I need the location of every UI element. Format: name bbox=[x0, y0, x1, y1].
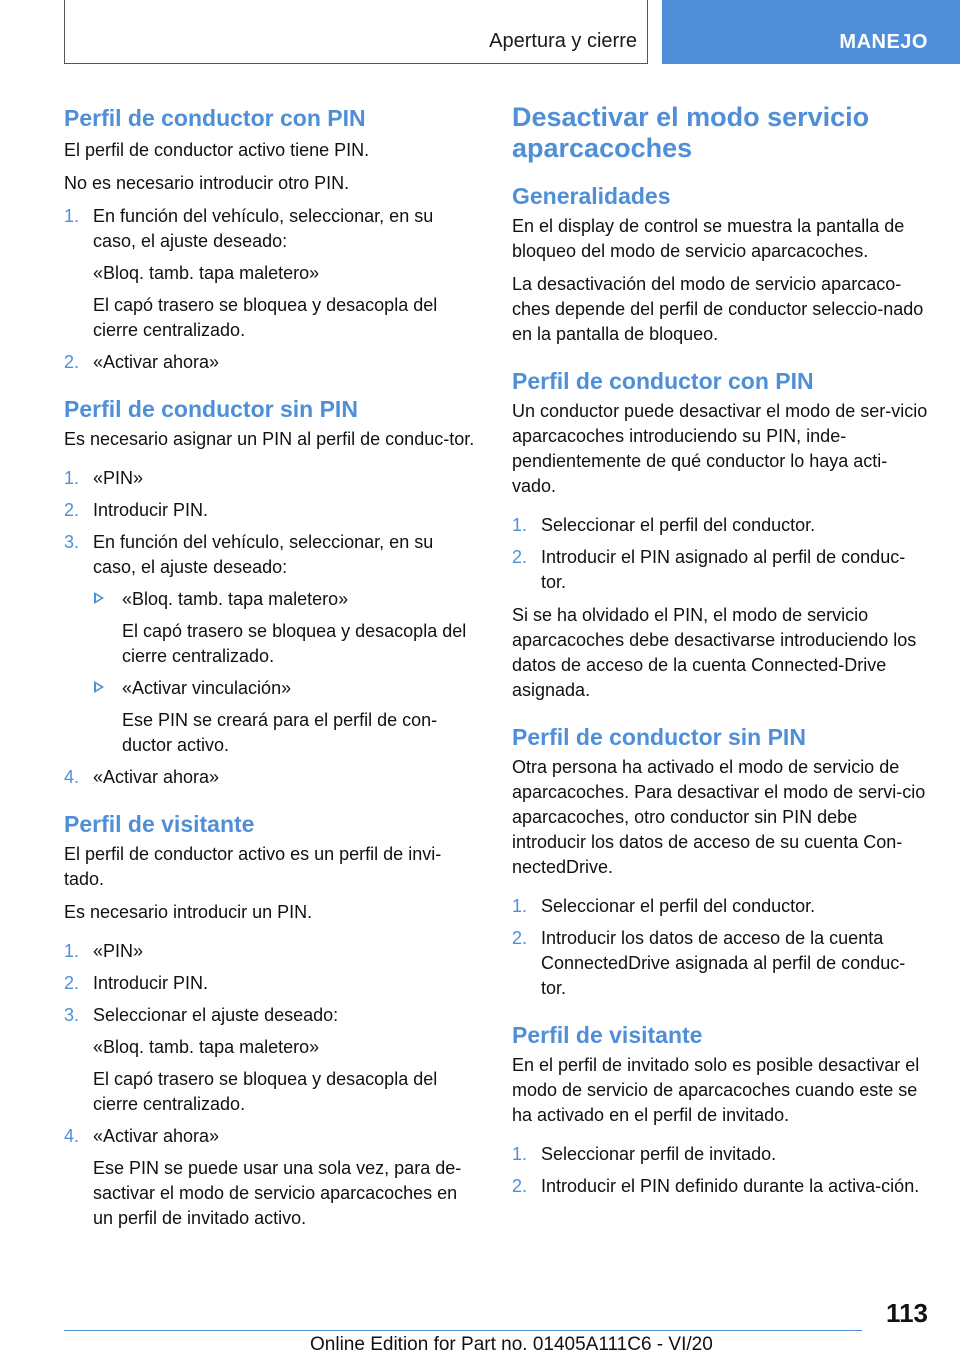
sub-item-description: Ese PIN se creará para el perfil de con-ductor activo. bbox=[122, 710, 438, 755]
step-text: «PIN» bbox=[93, 468, 144, 488]
list-item bbox=[512, 513, 928, 538]
step-number: 4. bbox=[64, 767, 80, 787]
paragraph: En el perfil de invitado solo es posible desactivar el modo de servicio de aparcacoches cuando este se ha activado en el perfil de invitado. bbox=[512, 1055, 920, 1125]
step-text: Introducir los datos de acceso de la cuenta ConnectedDrive asignada al perfil de conduc-tor. bbox=[541, 928, 906, 998]
section-title: Generalidades bbox=[512, 183, 671, 209]
step-text: Introducir el PIN definido durante la activa-ción. bbox=[541, 1176, 920, 1196]
step-description: El capó trasero se bloquea y desacopla del cierre centralizado. bbox=[93, 1069, 438, 1114]
step-text: «Activar ahora» bbox=[93, 1126, 220, 1146]
footer-divider bbox=[64, 1330, 862, 1331]
list-item bbox=[64, 466, 478, 491]
paragraph: Es necesario asignar un PIN al perfil de conduc-tor. bbox=[64, 429, 475, 449]
section-title: Perfil de conductor con PIN bbox=[64, 105, 366, 131]
paragraph: Es necesario introducir un PIN. bbox=[64, 902, 313, 922]
step-list bbox=[64, 939, 478, 1231]
step-option: «Bloq. tamb. tapa maletero» bbox=[93, 263, 320, 283]
paragraph: Si se ha olvidado el PIN, el modo de servicio aparcacoches debe desactivarse introduciendo los datos de acceso de la cuenta Connected-Drive asignada. bbox=[512, 605, 917, 700]
list-item bbox=[64, 204, 478, 343]
list-item bbox=[64, 530, 478, 758]
list-item bbox=[512, 926, 928, 1001]
step-text: En función del vehículo, seleccionar, en su caso, el ajuste deseado: bbox=[93, 206, 434, 251]
chapter-heading: Desactivar el modo servicio aparcacoches bbox=[512, 102, 870, 163]
list-item bbox=[64, 1124, 478, 1231]
header-chapter-title: MANEJO bbox=[839, 31, 928, 53]
sub-list bbox=[93, 587, 478, 758]
list-item bbox=[512, 1174, 928, 1199]
step-number: 2. bbox=[64, 352, 80, 372]
step-number: 1. bbox=[512, 896, 528, 916]
step-text: En función del vehículo, seleccionar, en su caso, el ajuste deseado: bbox=[93, 532, 434, 577]
step-description: Ese PIN se puede usar una sola vez, para de-sactivar el modo de servicio aparcacoches en un perfil de invitado activo. bbox=[93, 1158, 462, 1228]
paragraph: El perfil de conductor activo es un perfil de invi-tado. bbox=[64, 844, 442, 889]
step-text: Seleccionar el perfil del conductor. bbox=[541, 515, 816, 535]
step-text: Introducir el PIN asignado al perfil de conduc-tor. bbox=[541, 547, 906, 592]
step-text: Seleccionar perfil de invitado. bbox=[541, 1144, 777, 1164]
paragraph: Un conductor puede desactivar el modo de ser-vicio aparcacoches introduciendo su PIN, inde-pendientemente de qué conductor lo haya acti-vado. bbox=[512, 401, 928, 496]
sub-item-text: «Bloq. tamb. tapa maletero» bbox=[122, 589, 349, 609]
page-number: 113 bbox=[886, 1298, 928, 1328]
section-title: Perfil de conductor sin PIN bbox=[64, 396, 358, 422]
footer-edition: Online Edition for Part no. 01405A111C6 - VI/20 bbox=[310, 1334, 713, 1355]
header-chapter-tab bbox=[662, 0, 960, 64]
step-description: El capó trasero se bloquea y desacopla del cierre centralizado. bbox=[93, 295, 438, 340]
step-list bbox=[512, 894, 928, 1001]
step-number: 1. bbox=[64, 468, 80, 488]
step-text: Introducir PIN. bbox=[93, 500, 209, 520]
step-text: «PIN» bbox=[93, 941, 144, 961]
step-number: 3. bbox=[64, 1005, 80, 1025]
step-number: 2. bbox=[64, 973, 80, 993]
step-list bbox=[64, 466, 478, 790]
paragraph: El perfil de conductor activo tiene PIN. bbox=[64, 140, 370, 160]
step-number: 1. bbox=[64, 941, 80, 961]
list-item bbox=[64, 498, 478, 523]
step-text: «Activar ahora» bbox=[93, 767, 220, 787]
paragraph: Otra persona ha activado el modo de servicio de aparcacoches. Para desactivar el modo de servi-cio aparcacoches, otro conductor sin PIN debe introducir los datos de acceso de su cuenta Con-nectedDrive. bbox=[512, 757, 926, 877]
section-title: Perfil de conductor con PIN bbox=[512, 368, 814, 394]
list-item bbox=[64, 350, 478, 375]
left-column bbox=[64, 96, 478, 1231]
step-list bbox=[512, 1142, 928, 1199]
step-number: 1. bbox=[512, 1144, 528, 1164]
step-number: 1. bbox=[512, 515, 528, 535]
triangle-bullet-icon bbox=[94, 681, 104, 693]
paragraph: No es necesario introducir otro PIN. bbox=[64, 173, 350, 193]
section-title: Perfil de conductor sin PIN bbox=[512, 724, 806, 750]
step-option: «Bloq. tamb. tapa maletero» bbox=[93, 1037, 320, 1057]
step-number: 4. bbox=[64, 1126, 80, 1146]
step-number: 2. bbox=[512, 547, 528, 567]
sub-item-description: El capó trasero se bloquea y desacopla del cierre centralizado. bbox=[122, 621, 467, 666]
step-number: 2. bbox=[64, 500, 80, 520]
step-text: «Activar ahora» bbox=[93, 352, 220, 372]
paragraph: La desactivación del modo de servicio aparcaco-ches depende del perfil de conductor seleccio-nado en la pantalla de bloqueo. bbox=[512, 274, 924, 344]
triangle-bullet-icon bbox=[94, 592, 104, 604]
paragraph: En el display de control se muestra la pantalla de bloqueo del modo de servicio aparcacoches. bbox=[512, 216, 905, 261]
sub-list-item bbox=[93, 676, 478, 758]
sub-item-text: «Activar vinculación» bbox=[122, 678, 292, 698]
list-item bbox=[64, 765, 478, 790]
list-item bbox=[512, 545, 928, 595]
step-number: 2. bbox=[512, 928, 528, 948]
section-title: Perfil de visitante bbox=[64, 811, 255, 837]
list-item bbox=[64, 971, 478, 996]
step-number: 1. bbox=[64, 206, 80, 226]
step-number: 2. bbox=[512, 1176, 528, 1196]
sub-list-item bbox=[93, 587, 478, 669]
step-text: Introducir PIN. bbox=[93, 973, 209, 993]
step-list bbox=[64, 204, 478, 375]
step-text: Seleccionar el perfil del conductor. bbox=[541, 896, 816, 916]
list-item bbox=[512, 894, 928, 919]
right-column bbox=[512, 96, 928, 1199]
list-item bbox=[64, 1003, 478, 1117]
step-number: 3. bbox=[64, 532, 80, 552]
header-section-title: Apertura y cierre bbox=[489, 30, 637, 52]
list-item bbox=[64, 939, 478, 964]
step-text: Seleccionar el ajuste deseado: bbox=[93, 1005, 339, 1025]
step-list bbox=[512, 513, 928, 595]
header-section-box bbox=[64, 0, 648, 64]
list-item bbox=[512, 1142, 928, 1167]
section-title: Perfil de visitante bbox=[512, 1022, 703, 1048]
